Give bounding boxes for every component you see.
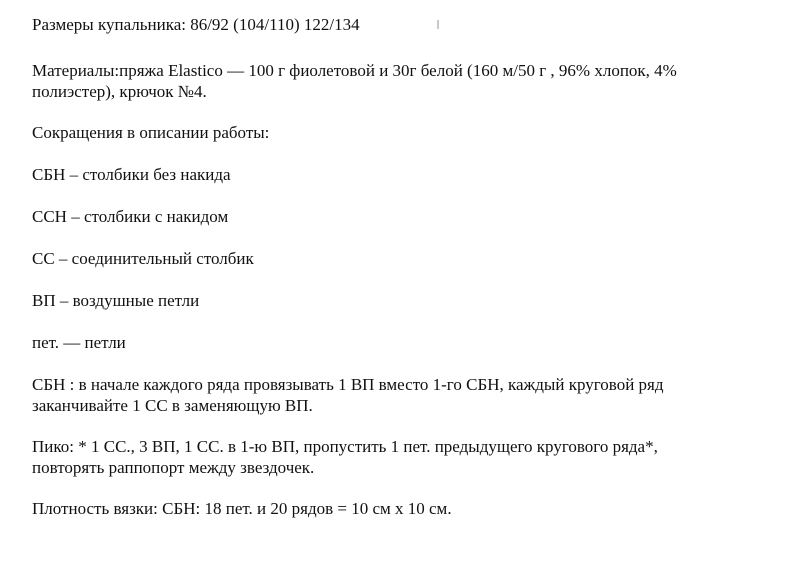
sbn-rule-paragraph bbox=[32, 374, 664, 416]
text-line: ССН – столбики с накидом bbox=[32, 207, 229, 226]
text-line: Сокращения в описании работы: bbox=[32, 123, 270, 142]
text-line: ВП – воздушные петли bbox=[32, 291, 200, 310]
abbrev-vp bbox=[32, 290, 199, 311]
text-line: заканчивайте 1 СС в заменяющую ВП. bbox=[32, 396, 313, 415]
text-cursor-mark bbox=[437, 20, 439, 29]
text-line: Размеры купальника: 86/92 (104/110) 122/134 bbox=[32, 15, 360, 34]
abbrev-ss bbox=[32, 248, 254, 269]
text-line: СС – соединительный столбик bbox=[32, 249, 254, 268]
text-line: Плотность вязки: СБН: 18 пет. и 20 рядов = 10 см х 10 см. bbox=[32, 499, 452, 518]
abbreviations-title bbox=[32, 122, 269, 143]
piko-paragraph bbox=[32, 436, 658, 478]
text-line: СБН : в начале каждого ряда провязывать 1 ВП вместо 1-го СБН, каждый круговой ряд bbox=[32, 375, 664, 394]
text-line: Пико: * 1 СС., 3 ВП, 1 СС. в 1-ю ВП, пропустить 1 пет. предыдущего кругового ряда*, bbox=[32, 437, 658, 456]
text-line: Материалы:пряжа Elastico — 100 г фиолетовой и 30г белой (160 м/50 г , 96% хлопок, 4% bbox=[32, 61, 677, 80]
text-line: повторять раппопорт между звездочек. bbox=[32, 458, 315, 477]
text-line: СБН – столбики без накида bbox=[32, 165, 231, 184]
sizes-paragraph bbox=[32, 14, 360, 35]
text-line: пет. — петли bbox=[32, 333, 126, 352]
materials-paragraph bbox=[32, 60, 677, 102]
text-line: полиэстер), крючок №4. bbox=[32, 82, 207, 101]
abbrev-sbn bbox=[32, 164, 231, 185]
abbrev-pet bbox=[32, 332, 126, 353]
abbrev-ssn bbox=[32, 206, 228, 227]
gauge-paragraph bbox=[32, 498, 452, 519]
